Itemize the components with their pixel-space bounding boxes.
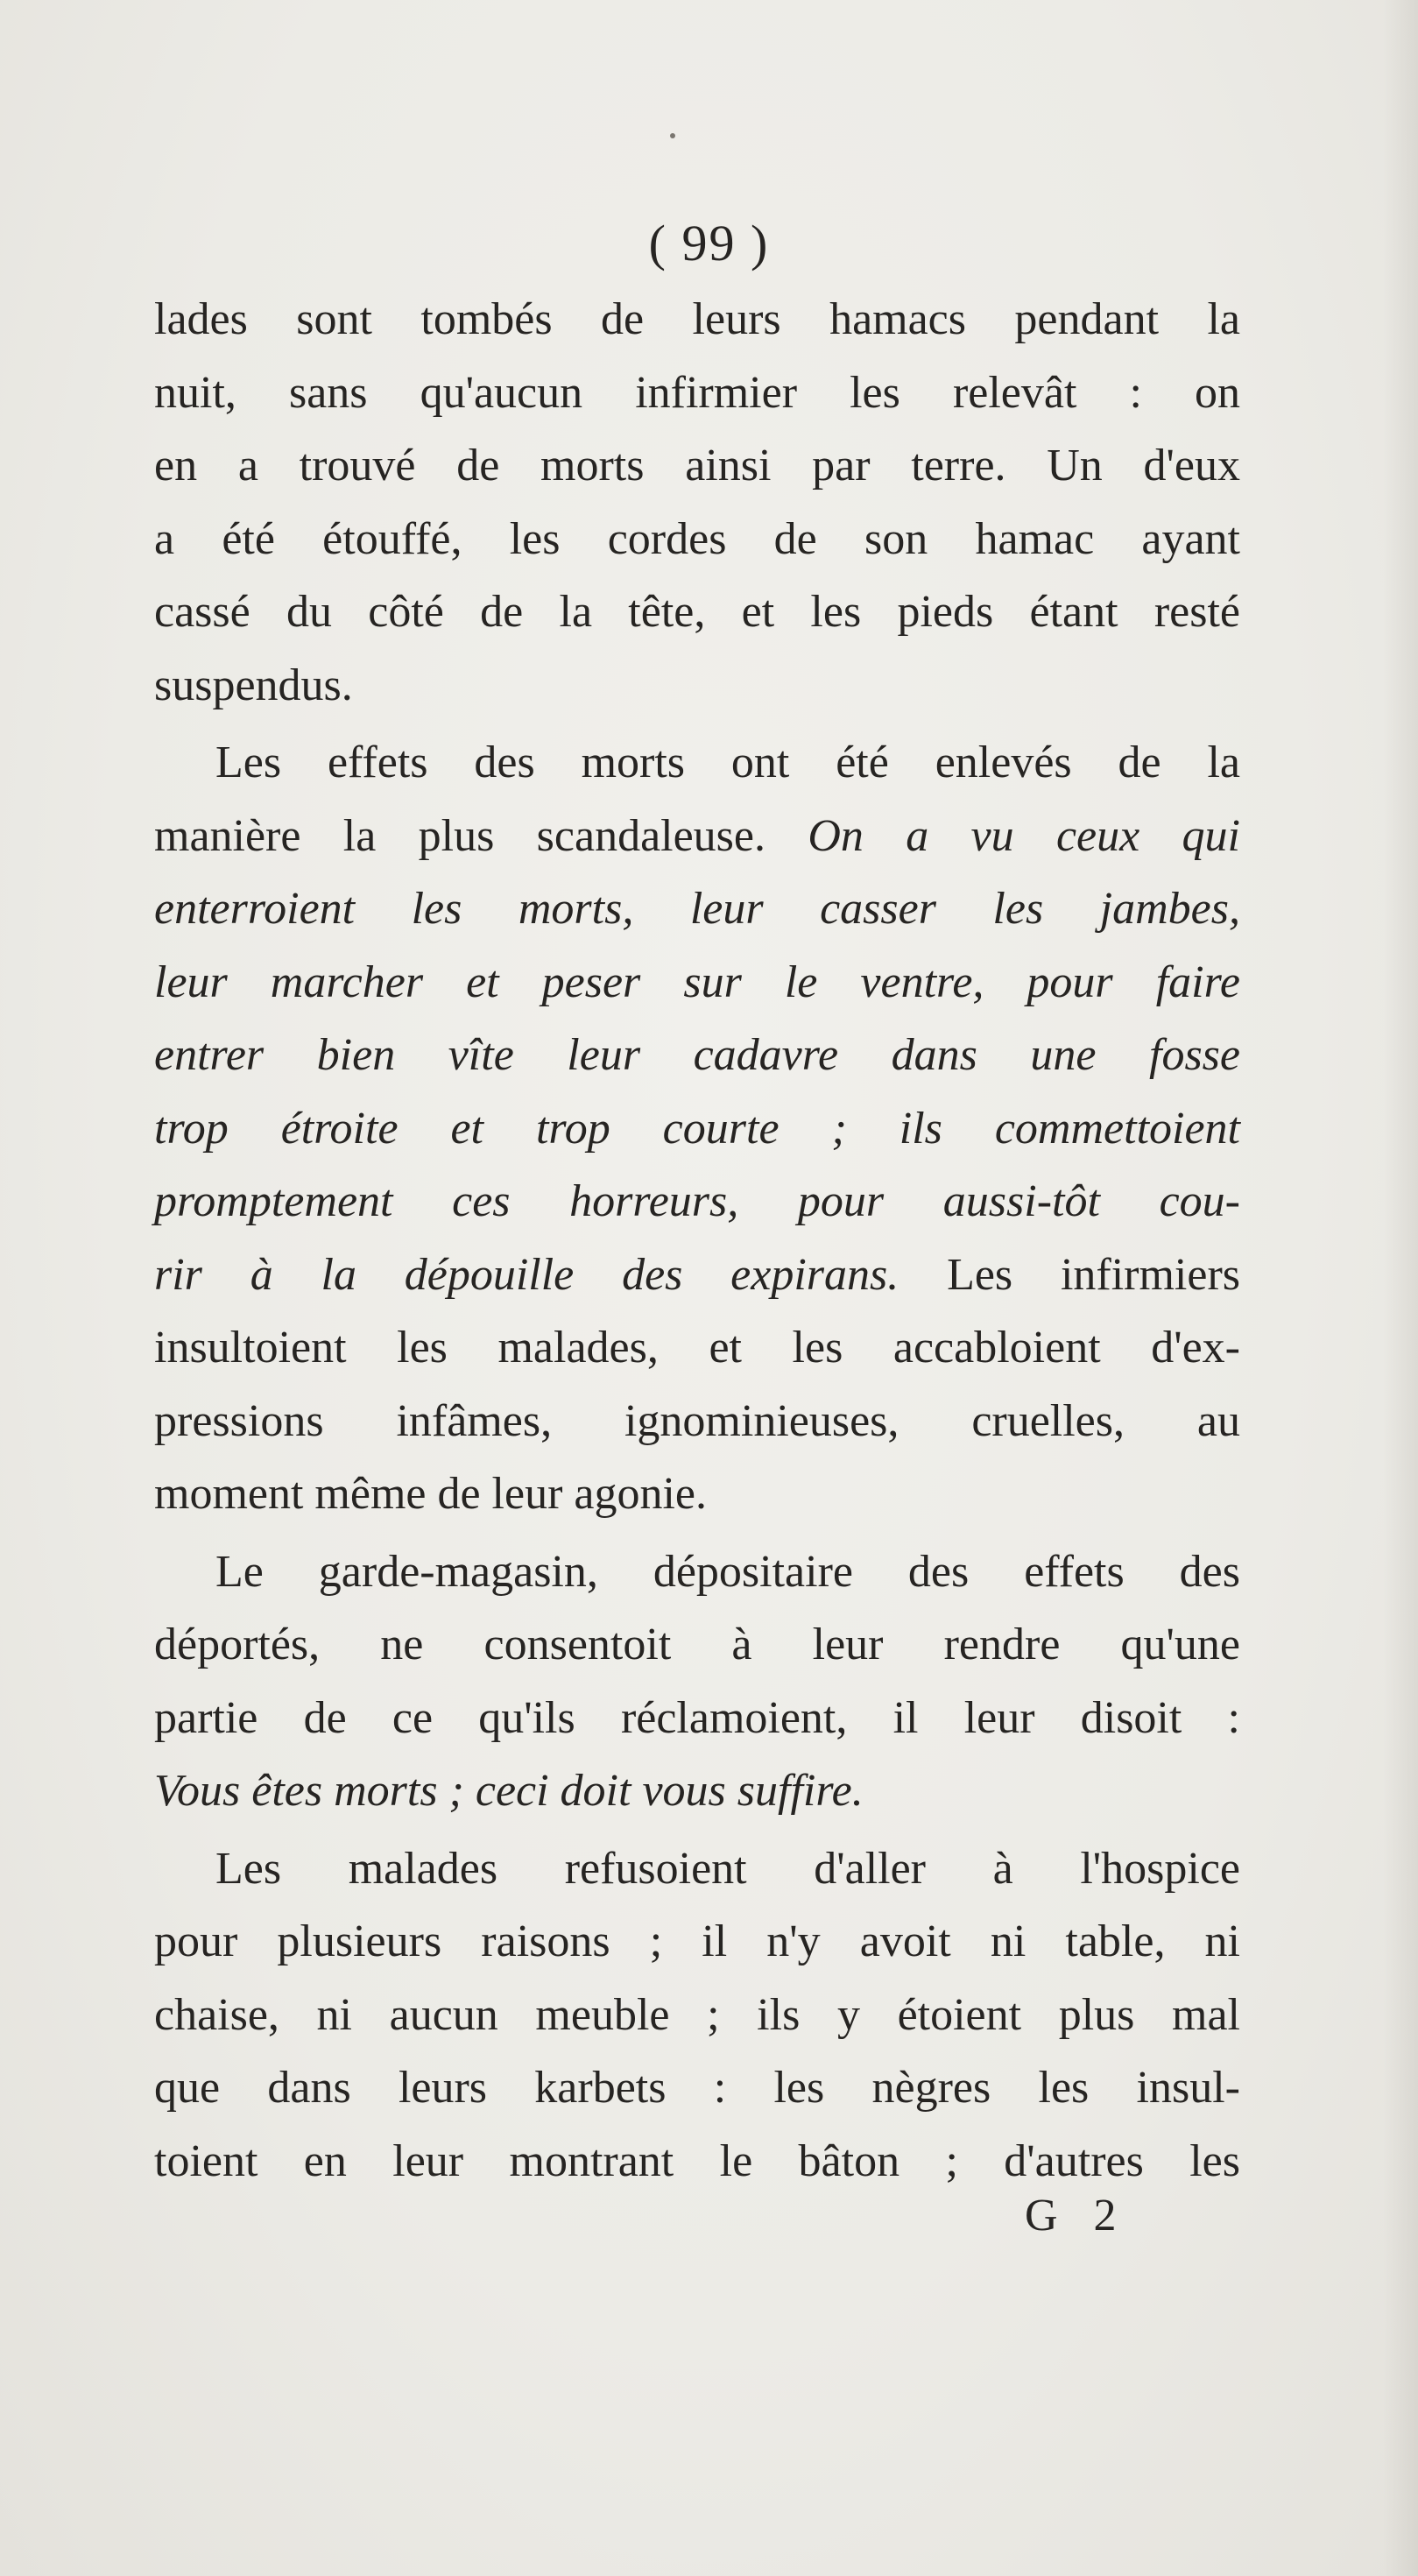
text-line: nuit, sans qu'aucun infirmier les relevât : on xyxy=(154,367,1240,418)
text-line: pour plusieurs raisons ; il n'y avoit ni table, ni xyxy=(154,1916,1240,1966)
italic-segment: rir à la dépouille des expirans. xyxy=(154,1249,899,1300)
italic-line: promptement ces horreurs, pour aussi-tôt cou- xyxy=(154,1176,1240,1226)
text-line: a été étouffé, les cordes de son hamac ayant xyxy=(154,513,1240,564)
text-line: que dans leurs karbets : les nègres les insul- xyxy=(154,2063,1240,2113)
text-line: suspendus. xyxy=(154,660,353,710)
text-line: pressions infâmes, ignominieuses, cruelles, au xyxy=(154,1395,1240,1446)
text-line: toient en leur montrant le bâton ; d'autres les xyxy=(154,2135,1240,2186)
text-line: chaise, ni aucun meuble ; ils y étoient plus mal xyxy=(154,1989,1240,2040)
text-segment: manière la plus scandaleuse. xyxy=(154,810,808,861)
signature-mark: G 2 xyxy=(1025,2191,1129,2241)
text-line-mixed xyxy=(154,1239,1240,1312)
text-line: lades sont tombés de leurs hamacs pendant la xyxy=(154,294,1240,344)
italic-line: leur marcher et peser sur le ventre, pour faire xyxy=(154,956,1240,1007)
text-line: déportés, ne consentoit à leur rendre qu'une xyxy=(154,1620,1240,1669)
text-line: Le garde-magasin, dépositaire des effets des xyxy=(215,1546,1240,1597)
page-edge-shadow xyxy=(1383,0,1418,2576)
text-line: moment même de leur agonie. xyxy=(154,1469,708,1519)
text-line: Les malades refusoient d'aller à l'hospice xyxy=(215,1843,1240,1894)
page-number-header: ( 99 ) xyxy=(648,215,770,272)
text-line: cassé du côté de la tête, et les pieds étant resté xyxy=(154,587,1240,637)
body-text xyxy=(154,283,1240,2198)
text-line: insultoient les malades, et les accabloient d'ex- xyxy=(154,1323,1240,1373)
italic-line: entrer bien vîte leur cadavre dans une fosse xyxy=(154,1030,1240,1080)
ink-speck xyxy=(670,133,675,138)
italic-segment: On a vu ceux qui xyxy=(808,810,1240,861)
text-line: partie de ce qu'ils réclamoient, il leur disoit : xyxy=(154,1692,1240,1743)
italic-line: enterroient les morts, leur casser les jambes, xyxy=(154,884,1240,934)
text-line: Les effets des morts ont été enlevés de la xyxy=(215,738,1240,787)
italic-line: trop étroite et trop courte ; ils commettoient xyxy=(154,1103,1240,1154)
text-line-mixed xyxy=(154,800,1240,873)
italic-line: Vous êtes morts ; ceci doit vous suffire. xyxy=(154,1766,864,1816)
text-line: en a trouvé de morts ainsi par terre. Un d'eux xyxy=(154,441,1240,490)
text-segment: Les infirmiers xyxy=(899,1249,1240,1300)
